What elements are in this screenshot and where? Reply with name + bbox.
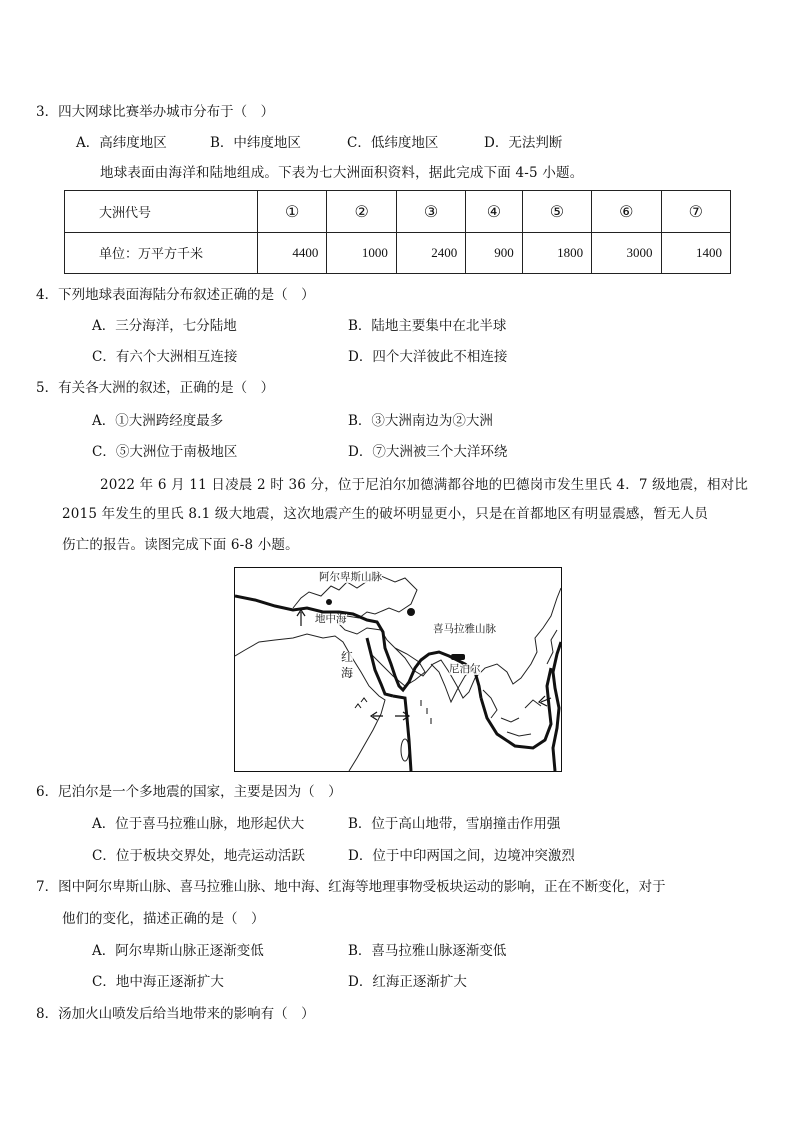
q5-option-d[interactable]: D．⑦大洲被三个大洋环绕 <box>348 444 508 460</box>
q3-option-a[interactable]: A．高纬度地区 <box>76 135 167 151</box>
q5-stem: 5．有关各大洲的叙述，正确的是（ ） <box>36 380 275 396</box>
q6-option-c[interactable]: C．位于板块交界处，地壳运动活跃 <box>92 848 305 864</box>
table-value-cell: 3000 <box>592 232 661 274</box>
q8-stem: 8．汤加火山喷发后给当地带来的影响有（ ） <box>36 1006 315 1022</box>
map-label-mediterranean: 地中海 <box>315 613 347 625</box>
table-value-cell: 1400 <box>661 232 730 274</box>
q6-option-d[interactable]: D．位于中印两国之间，边境冲突激烈 <box>348 848 575 864</box>
q5-option-a[interactable]: A．①大洲跨经度最多 <box>92 413 224 429</box>
intro-4-5: 地球表面由海洋和陆地组成。下表为七大洲面积资料，据此完成下面 4-5 小题。 <box>100 165 584 181</box>
table-value-cell: 900 <box>466 232 523 274</box>
q4-option-a[interactable]: A．三分海洋，七分陆地 <box>92 318 237 334</box>
q3-option-b[interactable]: B．中纬度地区 <box>210 135 301 151</box>
table-code-cell: ① <box>258 191 327 233</box>
table-code-cell: ⑥ <box>592 191 661 233</box>
q6-stem: 6．尼泊尔是一个多地震的国家，主要是因为（ ） <box>36 784 342 800</box>
table-value-cell: 1800 <box>522 232 591 274</box>
map-label-red-sea-1: 红 <box>341 650 354 664</box>
q4-option-c[interactable]: C．有六个大洲相互连接 <box>92 349 238 365</box>
africa-coastline <box>235 634 385 771</box>
q4-stem: 4．下列地球表面海陆分布叙述正确的是（ ） <box>36 287 315 303</box>
passage-6-8-line2: 2015 年发生的里氏 8.1 级大地震，这次地震产生的破坏明显更小，只是在首都地区有明显震感，暂无人员 <box>62 506 709 522</box>
table-code-cell: ⑤ <box>522 191 591 233</box>
q5-option-b[interactable]: B．③大洲南边为②大洲 <box>348 413 493 429</box>
table-code-cell: ③ <box>396 191 465 233</box>
q4-option-b[interactable]: B．陆地主要集中在北半球 <box>348 318 507 334</box>
table-code-cell: ④ <box>466 191 523 233</box>
q7-option-a[interactable]: A．阿尔卑斯山脉正逐渐变低 <box>92 943 264 959</box>
himalaya-mountain-symbol <box>451 654 465 660</box>
q7-stem-line2: 他们的变化，描述正确的是（ ） <box>62 911 265 927</box>
island-dot <box>407 608 415 616</box>
movement-arrow <box>297 610 305 626</box>
q3-option-c[interactable]: C．低纬度地区 <box>347 135 439 151</box>
q7-option-d[interactable]: D．红海正逐渐扩大 <box>348 974 467 990</box>
q6-option-a[interactable]: A．位于喜马拉雅山脉，地形起伏大 <box>92 816 305 832</box>
table-header-label: 大洲代号 <box>65 191 258 233</box>
q7-option-b[interactable]: B．喜马拉雅山脉逐渐变低 <box>348 943 507 959</box>
ridge-symbol <box>355 698 431 724</box>
plate-boundary-indian-ridge <box>393 696 411 771</box>
movement-arrow <box>371 712 409 720</box>
q3-option-d[interactable]: D．无法判断 <box>484 135 563 151</box>
table-value-cell: 4400 <box>258 232 327 274</box>
map-label-nepal: 尼泊尔 <box>449 663 481 675</box>
q5-option-c[interactable]: C．⑤大洲位于南极地区 <box>92 444 238 460</box>
table-code-cell: ② <box>327 191 396 233</box>
plate-boundary-map <box>234 567 562 772</box>
table-row <box>65 191 731 233</box>
passage-6-8-line3: 伤亡的报告。读图完成下面 6-8 小题。 <box>62 537 299 553</box>
map-label-himalaya: 喜马拉雅山脉 <box>433 623 496 635</box>
table-unit-label: 单位：万平方千米 <box>65 232 258 274</box>
southeast-asia-islands <box>483 690 541 736</box>
q6-option-b[interactable]: B．位于高山地带，雪崩撞击作用强 <box>348 816 561 832</box>
table-value-cell: 1000 <box>327 232 396 274</box>
plate-boundary-pacific <box>553 642 561 771</box>
plate-boundary-indo-australian <box>481 668 551 748</box>
map-label-red-sea-2: 海 <box>341 666 354 680</box>
map-label-alps: 阿尔卑斯山脉 <box>319 571 382 583</box>
q3-stem: 3．四大网球比赛举办城市分布于（ ） <box>36 104 275 120</box>
map-drawing <box>235 568 561 771</box>
table-row <box>65 232 731 274</box>
passage-6-8-line1: 2022 年 6 月 11 日凌晨 2 时 36 分，位于尼泊尔加德满都谷地的巴德岗市发生里氏 4．7 级地震，相对比 <box>100 477 749 493</box>
continent-area-table <box>64 190 731 274</box>
island-dot <box>326 599 332 605</box>
q4-option-d[interactable]: D．四个大洋彼此不相连接 <box>348 349 508 365</box>
q7-option-c[interactable]: C．地中海正逐渐扩大 <box>92 974 224 990</box>
table-value-cell: 2400 <box>396 232 465 274</box>
eurasia-coastline <box>293 576 561 698</box>
table-code-cell: ⑦ <box>661 191 730 233</box>
q7-stem-line1: 7．图中阿尔卑斯山脉、喜马拉雅山脉、地中海、红海等地理事物受板块运动的影响，正在不断变化，对于 <box>36 879 666 895</box>
